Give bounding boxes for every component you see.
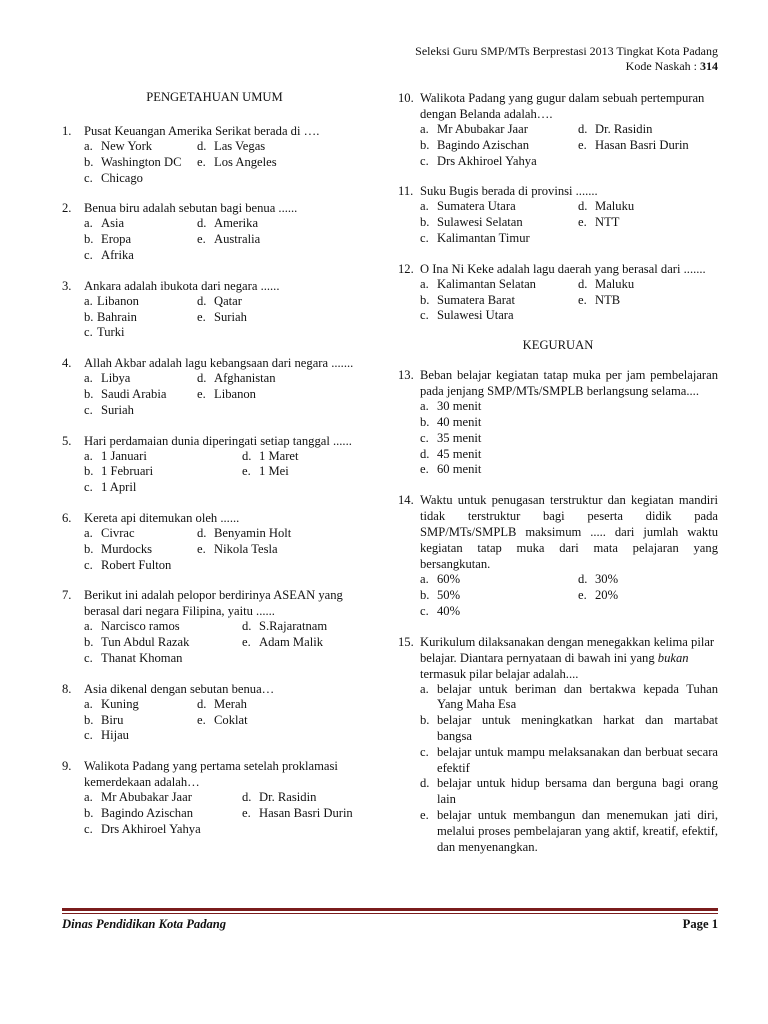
option-a: 1 Januari: [101, 448, 147, 463]
question-text: [420, 634, 718, 682]
option-e: NTT: [595, 215, 620, 230]
option-a: New York: [101, 139, 153, 153]
option-a: Libanon: [97, 293, 139, 308]
question-text: Kereta api ditemukan oleh ......: [84, 510, 240, 525]
question-number: 15.: [398, 634, 414, 649]
header-code: [626, 59, 718, 74]
option-e: 20%: [595, 587, 619, 602]
option-b: Saudi Arabia: [101, 386, 167, 401]
option-a: Civrac: [101, 525, 135, 540]
option-b: Eropa: [101, 232, 132, 247]
header-title: Seleksi Guru SMP/MTs Berprestasi 2013 Tingkat Kota Padang: [415, 44, 718, 58]
section-title-keguruan: KEGURUAN: [522, 338, 594, 353]
question-text: Suku Bugis berada di provinsi .......: [420, 184, 598, 199]
question-text: O Ina Ni Keke adalah lagu daerah yang berasal dari .......: [420, 261, 706, 276]
option-b: Sumatera Barat: [437, 292, 515, 307]
question-13: 13. Beban belajar kegiatan tatap muka per jam pembelajaran pada jenjang SMP/MTs/SMPLB berlangsung selama.... a. 30 menit b. 40 menit c. 35 menit d. 45 menit e. 60 menit: [398, 368, 718, 477]
question-text: Pusat Keuangan Amerika Serikat berada di ….: [84, 124, 320, 138]
option-b: Washington DC: [101, 154, 182, 169]
question-text: Asia dikenal dengan sebutan benua…: [84, 681, 275, 696]
question-15: 15. Kurikulum dilaksanakan dengan menegakkan kelima pilar belajar. Diantara pernyataan di bawah ini yang bukan termasuk pilar belajar adalah.... a. belajar untuk beriman dan bertakwa kepada Tuhan Yang Maha Esa b. belajar untuk meningkatkan harkat dan martabat bangsa c. belajar untuk mampu melaksanakan dan berbuat secara efektif d. belajar untuk hidup bersama dan berguna bagi orang lain e. belajar untuk membangun dan menemukan jati diri, melalui proses pembelajaran yang aktif, kreatif, efektif, dan menyenangkan.: [398, 634, 718, 854]
question-12: 12. O Ina Ni Keke adalah lagu daerah yang berasal dari ....... a. Kalimantan Selatan d. Maluku b. Sumatera Barat e. NTB c. Sulawesi Utara: [398, 261, 718, 324]
footer: [62, 917, 718, 932]
question-number: 6.: [62, 510, 72, 525]
option-a: Kalimantan Selatan: [437, 276, 536, 291]
option-d: Amerika: [214, 216, 259, 231]
option-d: Merah: [214, 696, 247, 711]
question-number: 2.: [62, 201, 72, 216]
option-e: Los Angeles: [214, 154, 277, 169]
question-number: 14.: [398, 493, 414, 508]
question-number: 8.: [62, 681, 72, 696]
question-number: 5.: [62, 433, 72, 448]
footer-rule-thick: [62, 908, 718, 911]
option-a: Sumatera Utara: [437, 199, 516, 214]
question-6: 6. Kereta api ditemukan oleh ...... a. Civrac d. Benyamin Holt b. Murdocks e. Nikola Tesla c. Robert Fulton: [62, 510, 367, 573]
option-b: belajar untuk meningkatkan harkat dan martabat bangsa: [437, 713, 718, 743]
option-e: Libanon: [214, 386, 256, 401]
option-b: 50%: [437, 587, 461, 602]
option-a: Narcisco ramos: [101, 619, 180, 634]
question-4: 4. Allah Akbar adalah lagu kebangsaan dari negara ....... a. Libya d. Afghanistan b. Saudi Arabia e. Libanon c. Suriah: [62, 355, 367, 418]
option-a: 30 menit: [437, 399, 482, 414]
page-number: Page 1: [682, 917, 718, 931]
question-text: Hari perdamaian dunia diperingati setiap tanggal ......: [84, 433, 352, 448]
option-c: Turki: [97, 325, 125, 340]
option-c: Afrika: [101, 247, 134, 262]
section-title-umum: PENGETAHUAN UMUM: [146, 90, 283, 104]
option-b: Tun Abdul Razak: [101, 635, 190, 650]
option-d: Benyamin Holt: [214, 525, 292, 540]
question-number: 12.: [398, 261, 414, 276]
option-e: Australia: [214, 232, 261, 247]
option-d: 30%: [595, 572, 619, 587]
option-a: belajar untuk beriman dan bertakwa kepada Tuhan Yang Maha Esa: [437, 681, 718, 712]
option-c: 1 April: [101, 480, 137, 495]
option-b: 40 menit: [437, 414, 482, 429]
code-label: Kode Naskah :: [625, 59, 700, 73]
option-d: Dr. Rasidin: [259, 790, 317, 805]
question-9: 9. Walikota Padang yang pertama setelah proklamasi kemerdekaan adalah… a. Mr Abubakar Jaar d. Dr. Rasidin b. Bagindo Azischan e. Hasan Basri Durin c. Drs Akhiroel Yahya: [62, 758, 367, 837]
question-number: 13.: [398, 368, 414, 383]
option-e: NTB: [595, 292, 621, 307]
question-number: 11.: [398, 184, 414, 199]
question-3: 3. Ankara adalah ibukota dari negara ...... a. Libanon d. Qatar b. Bahrain e. Suriah c. Turki: [62, 278, 367, 341]
option-d: Las Vegas: [214, 139, 266, 153]
option-c: Robert Fulton: [101, 557, 172, 572]
option-d: Maluku: [595, 276, 635, 291]
question-text: Waktu untuk penugasan terstruktur dan kegiatan mandiri tidak terstruktur bagi peserta didik pada SMP/MTs/SMPLB maksimum ..... dari jumlah waktu kegiatan tatap muka dari mata pelajaran yang bersangkutan.: [420, 493, 718, 572]
question-number: 3.: [62, 278, 72, 293]
question-text-part: Kurikulum dilaksanakan dengan menegakkan kelima pilar belajar. Diantara pernyataan di bawah ini yang: [420, 634, 715, 665]
option-c: 40%: [437, 603, 461, 618]
question-2: 2. Benua biru adalah sebutan bagi benua ...... a. Asia d. Amerika b. Eropa e. Australia c. Afrika: [62, 200, 367, 263]
option-c: belajar untuk mampu melaksanakan dan berbuat secara efektif: [437, 744, 718, 775]
option-e: belajar untuk membangun dan menemukan jati diri, melalui proses pembelajaran yang aktif, kreatif, efektif, dan menyenangkan.: [437, 807, 718, 854]
question-7: 7. Berikut ini adalah pelopor berdirinya ASEAN yang berasal dari negara Filipina, yaitu ...... a. Narcisco ramos d. S.Rajaratnam b. Tun Abdul Razak e. Adam Malik c. Thanat Khoman: [62, 587, 367, 666]
option-a: 60%: [437, 572, 461, 587]
option-e: Coklat: [214, 712, 248, 727]
option-d: S.Rajaratnam: [259, 619, 328, 634]
question-number: 10.: [398, 91, 414, 105]
question-text-part: termasuk pilar belajar adalah....: [420, 666, 579, 681]
question-emphasis: bukan: [657, 650, 689, 665]
question-text: Walikota Padang yang pertama setelah proklamasi kemerdekaan adalah…: [84, 759, 338, 790]
option-e: Suriah: [214, 309, 247, 324]
option-d: 45 menit: [437, 446, 482, 461]
option-c: Drs Akhiroel Yahya: [437, 153, 537, 168]
question-11: 11. Suku Bugis berada di provinsi ....... a. Sumatera Utara d. Maluku b. Sulawesi Selatan e. NTT c. Kalimantan Timur: [398, 183, 718, 246]
option-b: Biru: [101, 712, 124, 727]
option-b: Bagindo Azischan: [437, 137, 529, 152]
option-c: Suriah: [101, 402, 134, 417]
option-a: Mr Abubakar Jaar: [437, 122, 528, 136]
question-1: 1. Pusat Keuangan Amerika Serikat berada di …. a. New York d. Las Vegas b. Washington DC e. Los Angeles c. Chicago: [62, 123, 367, 186]
question-14: 14. Waktu untuk penugasan terstruktur dan kegiatan mandiri tidak terstruktur bagi peserta didik pada SMP/MTs/SMPLB maksimum ..... dari jumlah waktu kegiatan tatap muka dari mata pelajaran yang bersangkutan. a. 60% d. 30% b. 50% e. 20% c. 40%: [398, 493, 718, 618]
option-c: Thanat Khoman: [101, 650, 183, 665]
option-a: Libya: [101, 371, 131, 386]
right-column: [398, 90, 718, 869]
option-d: Afghanistan: [214, 371, 276, 386]
question-number: 7.: [62, 588, 72, 603]
footer-left: Dinas Pendidikan Kota Padang: [62, 917, 227, 931]
question-text: Beban belajar kegiatan tatap muka per jam pembelajaran pada jenjang SMP/MTs/SMPLB berlangsung selama....: [420, 368, 718, 399]
option-e: Hasan Basri Durin: [259, 805, 353, 820]
option-b: Murdocks: [101, 541, 153, 556]
option-c: Drs Akhiroel Yahya: [101, 821, 201, 836]
code-value: 314: [700, 59, 718, 73]
option-b: Bagindo Azischan: [101, 805, 193, 820]
option-d: Maluku: [595, 199, 635, 214]
option-e: Nikola Tesla: [214, 541, 278, 556]
option-a: Asia: [101, 216, 125, 231]
option-c: Kalimantan Timur: [437, 230, 530, 245]
question-5: 5. Hari perdamaian dunia diperingati setiap tanggal ...... a. 1 Januari d. 1 Maret b. 1 Februari e. 1 Mei c. 1 April: [62, 433, 367, 496]
question-text: Allah Akbar adalah lagu kebangsaan dari negara .......: [84, 356, 354, 371]
option-d: belajar untuk hidup bersama dan berguna bagi orang lain: [437, 776, 718, 807]
question-number: 1.: [62, 124, 72, 138]
option-d: Dr. Rasidin: [595, 122, 653, 136]
option-a: Kuning: [101, 696, 139, 711]
option-b: Sulawesi Selatan: [437, 215, 523, 230]
option-d: 1 Maret: [259, 448, 299, 463]
option-c: 35 menit: [437, 430, 482, 445]
option-e: 1 Mei: [259, 464, 289, 479]
footer-rule-thin: [62, 913, 718, 914]
question-text: Berikut ini adalah pelopor berdirinya ASEAN yang berasal dari negara Filipina, yaitu ......: [84, 588, 343, 619]
option-c: Chicago: [101, 170, 143, 185]
option-d: Qatar: [214, 293, 242, 308]
question-text: Walikota Padang yang gugur dalam sebuah pertempuran dengan Belanda adalah….: [420, 91, 705, 121]
option-a: Mr Abubakar Jaar: [101, 790, 192, 805]
option-c: Hijau: [101, 728, 129, 743]
question-text: Benua biru adalah sebutan bagi benua ......: [84, 201, 298, 216]
option-e: 60 menit: [437, 462, 482, 477]
option-e: Hasan Basri Durin: [595, 137, 689, 152]
left-column: [62, 90, 367, 852]
question-8: 8. Asia dikenal dengan sebutan benua… a. Kuning d. Merah b. Biru e. Coklat c. Hijau: [62, 681, 367, 744]
question-10: 10. Walikota Padang yang gugur dalam sebuah pertempuran dengan Belanda adalah…. a. Mr Abubakar Jaar d. Dr. Rasidin b. Bagindo Azischan e. Hasan Basri Durin c. Drs Akhiroel Yahya: [398, 90, 718, 169]
option-b: Bahrain: [97, 309, 137, 324]
question-number: 9.: [62, 759, 72, 774]
option-c: Sulawesi Utara: [437, 308, 514, 323]
option-b: 1 Februari: [101, 464, 154, 479]
question-number: 4.: [62, 356, 72, 371]
question-text: Ankara adalah ibukota dari negara ......: [84, 278, 280, 293]
option-e: Adam Malik: [259, 635, 324, 650]
